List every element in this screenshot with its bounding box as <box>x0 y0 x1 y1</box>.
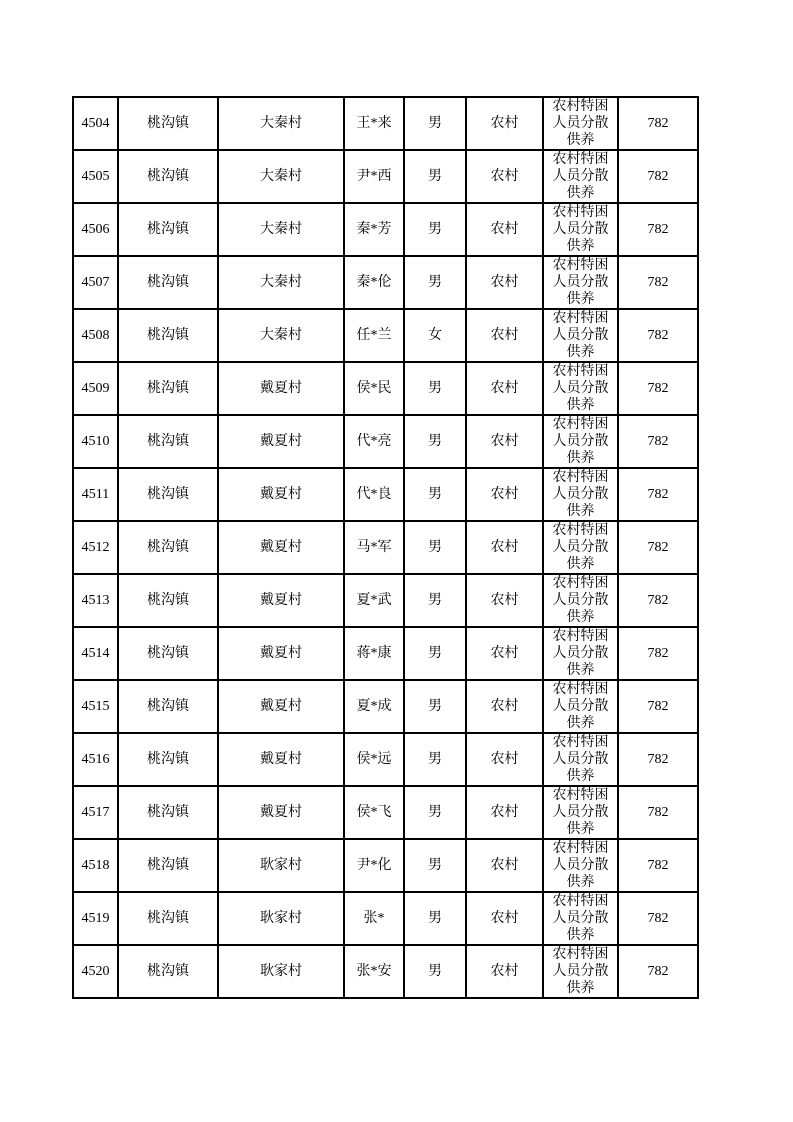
cell-serial-number-text: 4512 <box>81 540 110 555</box>
cell-area-type <box>466 97 543 150</box>
cell-area-type <box>466 627 543 680</box>
cell-amount-text: 782 <box>647 116 669 131</box>
cell-amount-text: 782 <box>647 487 669 502</box>
cell-support-type <box>543 680 618 733</box>
cell-village <box>218 97 344 150</box>
cell-person-name <box>344 733 404 786</box>
cell-support-type-text: 农村特困人员分散供养 <box>552 629 609 678</box>
cell-town-text: 桃沟镇 <box>147 646 189 661</box>
cell-person-name-text: 尹*化 <box>356 858 392 873</box>
cell-town-text: 桃沟镇 <box>147 487 189 502</box>
cell-serial-number-text: 4514 <box>81 646 110 661</box>
cell-serial-number-text: 4515 <box>81 699 110 714</box>
cell-village <box>218 150 344 203</box>
cell-amount-text: 782 <box>647 699 669 714</box>
cell-support-type <box>543 362 618 415</box>
cell-serial-number-text: 4511 <box>81 487 110 502</box>
table-row <box>73 627 698 680</box>
cell-person-name <box>344 839 404 892</box>
table-row <box>73 150 698 203</box>
cell-amount <box>618 97 698 150</box>
cell-support-type-text: 农村特困人员分散供养 <box>552 258 609 307</box>
cell-gender <box>404 97 466 150</box>
cell-amount-text: 782 <box>647 169 669 184</box>
cell-gender <box>404 786 466 839</box>
cell-person-name <box>344 945 404 998</box>
cell-person-name-text: 代*亮 <box>356 434 392 449</box>
table-row <box>73 945 698 998</box>
table-row <box>73 892 698 945</box>
cell-village <box>218 521 344 574</box>
cell-area-type <box>466 839 543 892</box>
cell-village <box>218 256 344 309</box>
cell-gender-text: 男 <box>428 381 442 396</box>
cell-town <box>118 309 218 362</box>
cell-gender <box>404 839 466 892</box>
cell-serial-number <box>73 839 118 892</box>
cell-serial-number-text: 4506 <box>81 222 110 237</box>
cell-serial-number-text: 4505 <box>81 169 110 184</box>
cell-support-type <box>543 415 618 468</box>
cell-support-type <box>543 786 618 839</box>
cell-amount <box>618 362 698 415</box>
cell-town-text: 桃沟镇 <box>147 752 189 767</box>
cell-gender <box>404 468 466 521</box>
cell-amount <box>618 574 698 627</box>
cell-support-type <box>543 256 618 309</box>
cell-village-text: 戴夏村 <box>260 805 302 820</box>
cell-gender-text: 男 <box>428 593 442 608</box>
cell-town-text: 桃沟镇 <box>147 911 189 926</box>
cell-amount-text: 782 <box>647 328 669 343</box>
cell-amount <box>618 786 698 839</box>
cell-serial-number-text: 4517 <box>81 805 110 820</box>
cell-town <box>118 521 218 574</box>
cell-support-type <box>543 892 618 945</box>
cell-village-text: 大秦村 <box>260 328 302 343</box>
cell-gender-text: 男 <box>428 752 442 767</box>
cell-person-name <box>344 521 404 574</box>
cell-serial-number <box>73 203 118 256</box>
table-row <box>73 786 698 839</box>
cell-area-type <box>466 150 543 203</box>
cell-village <box>218 415 344 468</box>
cell-amount <box>618 468 698 521</box>
cell-town <box>118 892 218 945</box>
cell-gender-text: 男 <box>428 646 442 661</box>
cell-amount <box>618 627 698 680</box>
table-row <box>73 203 698 256</box>
cell-gender <box>404 415 466 468</box>
cell-gender-text: 男 <box>428 858 442 873</box>
cell-serial-number <box>73 945 118 998</box>
cell-town <box>118 627 218 680</box>
cell-amount <box>618 733 698 786</box>
cell-village-text: 戴夏村 <box>260 646 302 661</box>
cell-support-type-text: 农村特困人员分散供养 <box>552 417 609 466</box>
cell-area-type <box>466 468 543 521</box>
cell-gender-text: 男 <box>428 540 442 555</box>
cell-person-name <box>344 256 404 309</box>
cell-amount-text: 782 <box>647 805 669 820</box>
cell-gender-text: 男 <box>428 169 442 184</box>
cell-town <box>118 256 218 309</box>
cell-support-type <box>543 733 618 786</box>
cell-town <box>118 150 218 203</box>
cell-person-name <box>344 150 404 203</box>
cell-area-type <box>466 256 543 309</box>
cell-person-name-text: 张*安 <box>356 964 392 979</box>
cell-person-name-text: 代*良 <box>356 487 392 502</box>
cell-area-type <box>466 892 543 945</box>
cell-support-type <box>543 945 618 998</box>
cell-area-type <box>466 521 543 574</box>
cell-village <box>218 733 344 786</box>
cell-gender-text: 男 <box>428 222 442 237</box>
cell-person-name-text: 秦*芳 <box>356 222 392 237</box>
cell-person-name <box>344 892 404 945</box>
table-row <box>73 309 698 362</box>
cell-support-type-text: 农村特困人员分散供养 <box>552 947 609 996</box>
cell-serial-number <box>73 892 118 945</box>
cell-area-type <box>466 786 543 839</box>
cell-support-type-text: 农村特困人员分散供养 <box>552 99 609 148</box>
cell-village-text: 大秦村 <box>260 169 302 184</box>
cell-amount-text: 782 <box>647 911 669 926</box>
cell-amount <box>618 892 698 945</box>
cell-gender <box>404 733 466 786</box>
benefits-roster-table <box>72 96 699 999</box>
cell-area-type-text: 农村 <box>490 752 519 767</box>
cell-village-text: 大秦村 <box>260 116 302 131</box>
cell-support-type <box>543 627 618 680</box>
cell-serial-number-text: 4518 <box>81 858 110 873</box>
cell-area-type <box>466 362 543 415</box>
cell-serial-number <box>73 574 118 627</box>
cell-gender <box>404 309 466 362</box>
cell-area-type-text: 农村 <box>490 964 519 979</box>
cell-town-text: 桃沟镇 <box>147 381 189 396</box>
cell-amount-text: 782 <box>647 540 669 555</box>
cell-serial-number <box>73 97 118 150</box>
cell-gender-text: 男 <box>428 805 442 820</box>
cell-support-type <box>543 468 618 521</box>
cell-gender <box>404 627 466 680</box>
cell-serial-number-text: 4509 <box>81 381 110 396</box>
cell-amount-text: 782 <box>647 275 669 290</box>
cell-village <box>218 945 344 998</box>
cell-person-name-text: 侯*远 <box>356 752 392 767</box>
cell-gender-text: 男 <box>428 699 442 714</box>
cell-serial-number <box>73 415 118 468</box>
cell-town <box>118 733 218 786</box>
cell-support-type <box>543 574 618 627</box>
cell-town-text: 桃沟镇 <box>147 593 189 608</box>
cell-amount <box>618 839 698 892</box>
cell-town-text: 桃沟镇 <box>147 328 189 343</box>
cell-amount-text: 782 <box>647 222 669 237</box>
cell-area-type-text: 农村 <box>490 487 519 502</box>
cell-gender <box>404 945 466 998</box>
cell-serial-number-text: 4519 <box>81 911 110 926</box>
cell-serial-number <box>73 733 118 786</box>
cell-village <box>218 574 344 627</box>
cell-village-text: 戴夏村 <box>260 752 302 767</box>
cell-serial-number-text: 4513 <box>81 593 110 608</box>
cell-support-type-text: 农村特困人员分散供养 <box>552 152 609 201</box>
cell-serial-number <box>73 468 118 521</box>
cell-support-type-text: 农村特困人员分散供养 <box>552 788 609 837</box>
table-row <box>73 521 698 574</box>
cell-village-text: 戴夏村 <box>260 434 302 449</box>
cell-area-type-text: 农村 <box>490 275 519 290</box>
cell-town <box>118 97 218 150</box>
cell-serial-number <box>73 786 118 839</box>
cell-town-text: 桃沟镇 <box>147 275 189 290</box>
cell-support-type-text: 农村特困人员分散供养 <box>552 682 609 731</box>
cell-town <box>118 839 218 892</box>
cell-area-type-text: 农村 <box>490 222 519 237</box>
cell-area-type <box>466 203 543 256</box>
cell-area-type-text: 农村 <box>490 328 519 343</box>
cell-gender <box>404 256 466 309</box>
cell-village-text: 戴夏村 <box>260 593 302 608</box>
cell-town <box>118 362 218 415</box>
cell-serial-number-text: 4510 <box>81 434 110 449</box>
cell-amount <box>618 256 698 309</box>
cell-person-name-text: 侯*民 <box>356 381 392 396</box>
cell-area-type-text: 农村 <box>490 540 519 555</box>
cell-person-name <box>344 786 404 839</box>
cell-town <box>118 786 218 839</box>
cell-town <box>118 680 218 733</box>
cell-person-name <box>344 362 404 415</box>
cell-person-name <box>344 468 404 521</box>
cell-village-text: 耿家村 <box>260 858 302 873</box>
cell-area-type <box>466 680 543 733</box>
cell-area-type-text: 农村 <box>490 646 519 661</box>
cell-serial-number <box>73 256 118 309</box>
cell-person-name <box>344 680 404 733</box>
cell-amount <box>618 203 698 256</box>
cell-person-name-text: 马*军 <box>356 540 392 555</box>
cell-person-name-text: 尹*西 <box>356 169 392 184</box>
cell-gender <box>404 680 466 733</box>
cell-town-text: 桃沟镇 <box>147 805 189 820</box>
cell-gender <box>404 574 466 627</box>
cell-village-text: 戴夏村 <box>260 699 302 714</box>
table-row <box>73 574 698 627</box>
cell-town-text: 桃沟镇 <box>147 858 189 873</box>
cell-person-name <box>344 309 404 362</box>
cell-person-name <box>344 574 404 627</box>
cell-amount-text: 782 <box>647 646 669 661</box>
cell-person-name-text: 夏*成 <box>356 699 392 714</box>
cell-serial-number-text: 4507 <box>81 275 110 290</box>
cell-serial-number <box>73 309 118 362</box>
cell-gender <box>404 892 466 945</box>
cell-gender <box>404 362 466 415</box>
cell-area-type-text: 农村 <box>490 911 519 926</box>
cell-person-name-text: 秦*伦 <box>356 275 392 290</box>
cell-amount-text: 782 <box>647 752 669 767</box>
cell-support-type-text: 农村特困人员分散供养 <box>552 735 609 784</box>
table-row <box>73 839 698 892</box>
cell-village-text: 戴夏村 <box>260 381 302 396</box>
cell-support-type <box>543 203 618 256</box>
cell-village <box>218 680 344 733</box>
cell-town-text: 桃沟镇 <box>147 222 189 237</box>
cell-gender <box>404 150 466 203</box>
cell-person-name-text: 侯*飞 <box>356 805 392 820</box>
cell-village-text: 大秦村 <box>260 222 302 237</box>
cell-support-type-text: 农村特困人员分散供养 <box>552 470 609 519</box>
cell-town-text: 桃沟镇 <box>147 540 189 555</box>
table-row <box>73 468 698 521</box>
table-row <box>73 733 698 786</box>
cell-gender-text: 女 <box>428 328 442 343</box>
cell-area-type-text: 农村 <box>490 381 519 396</box>
cell-area-type-text: 农村 <box>490 169 519 184</box>
cell-amount <box>618 415 698 468</box>
cell-town-text: 桃沟镇 <box>147 116 189 131</box>
cell-amount <box>618 680 698 733</box>
cell-serial-number-text: 4520 <box>81 964 110 979</box>
cell-gender-text: 男 <box>428 434 442 449</box>
table-row <box>73 97 698 150</box>
table-row <box>73 256 698 309</box>
cell-serial-number <box>73 362 118 415</box>
cell-town-text: 桃沟镇 <box>147 964 189 979</box>
cell-person-name <box>344 627 404 680</box>
cell-village <box>218 468 344 521</box>
cell-town-text: 桃沟镇 <box>147 169 189 184</box>
cell-village <box>218 203 344 256</box>
cell-serial-number <box>73 521 118 574</box>
cell-village-text: 耿家村 <box>260 911 302 926</box>
cell-town <box>118 574 218 627</box>
cell-amount <box>618 945 698 998</box>
cell-town-text: 桃沟镇 <box>147 434 189 449</box>
cell-support-type-text: 农村特困人员分散供养 <box>552 311 609 360</box>
cell-area-type-text: 农村 <box>490 858 519 873</box>
cell-amount-text: 782 <box>647 593 669 608</box>
cell-town <box>118 203 218 256</box>
cell-support-type-text: 农村特困人员分散供养 <box>552 205 609 254</box>
cell-town-text: 桃沟镇 <box>147 699 189 714</box>
cell-gender-text: 男 <box>428 116 442 131</box>
table-row <box>73 415 698 468</box>
cell-amount-text: 782 <box>647 381 669 396</box>
cell-village <box>218 627 344 680</box>
cell-person-name-text: 王*来 <box>356 116 392 131</box>
cell-amount <box>618 309 698 362</box>
cell-support-type <box>543 521 618 574</box>
cell-gender <box>404 521 466 574</box>
cell-support-type <box>543 97 618 150</box>
cell-person-name-text: 蒋*康 <box>356 646 392 661</box>
cell-village-text: 戴夏村 <box>260 540 302 555</box>
cell-support-type-text: 农村特困人员分散供养 <box>552 523 609 572</box>
cell-village-text: 耿家村 <box>260 964 302 979</box>
cell-support-type-text: 农村特困人员分散供养 <box>552 841 609 890</box>
table-row <box>73 362 698 415</box>
cell-serial-number-text: 4504 <box>81 116 110 131</box>
cell-area-type-text: 农村 <box>490 593 519 608</box>
cell-person-name <box>344 203 404 256</box>
cell-gender-text: 男 <box>428 275 442 290</box>
cell-area-type-text: 农村 <box>490 116 519 131</box>
cell-area-type-text: 农村 <box>490 805 519 820</box>
table-row <box>73 680 698 733</box>
cell-person-name-text: 张* <box>363 911 385 926</box>
cell-support-type-text: 农村特困人员分散供养 <box>552 894 609 943</box>
cell-area-type-text: 农村 <box>490 699 519 714</box>
cell-amount-text: 782 <box>647 858 669 873</box>
cell-serial-number-text: 4516 <box>81 752 110 767</box>
cell-village <box>218 892 344 945</box>
cell-village <box>218 309 344 362</box>
cell-amount <box>618 521 698 574</box>
cell-serial-number <box>73 150 118 203</box>
cell-amount <box>618 150 698 203</box>
cell-area-type <box>466 733 543 786</box>
cell-area-type <box>466 415 543 468</box>
cell-gender-text: 男 <box>428 487 442 502</box>
cell-village-text: 大秦村 <box>260 275 302 290</box>
cell-gender-text: 男 <box>428 911 442 926</box>
cell-amount-text: 782 <box>647 434 669 449</box>
cell-gender <box>404 203 466 256</box>
cell-support-type-text: 农村特困人员分散供养 <box>552 576 609 625</box>
cell-area-type <box>466 574 543 627</box>
cell-support-type-text: 农村特困人员分散供养 <box>552 364 609 413</box>
cell-person-name <box>344 415 404 468</box>
cell-support-type <box>543 150 618 203</box>
cell-support-type <box>543 839 618 892</box>
cell-town <box>118 945 218 998</box>
cell-village <box>218 362 344 415</box>
cell-person-name-text: 夏*武 <box>356 593 392 608</box>
cell-village <box>218 786 344 839</box>
cell-area-type <box>466 945 543 998</box>
cell-person-name-text: 任*兰 <box>356 328 392 343</box>
cell-village-text: 戴夏村 <box>260 487 302 502</box>
cell-area-type-text: 农村 <box>490 434 519 449</box>
cell-gender-text: 男 <box>428 964 442 979</box>
cell-village <box>218 839 344 892</box>
cell-person-name <box>344 97 404 150</box>
cell-town <box>118 468 218 521</box>
cell-serial-number <box>73 680 118 733</box>
cell-town <box>118 415 218 468</box>
cell-serial-number <box>73 627 118 680</box>
cell-support-type <box>543 309 618 362</box>
cell-amount-text: 782 <box>647 964 669 979</box>
cell-serial-number-text: 4508 <box>81 328 110 343</box>
cell-area-type <box>466 309 543 362</box>
